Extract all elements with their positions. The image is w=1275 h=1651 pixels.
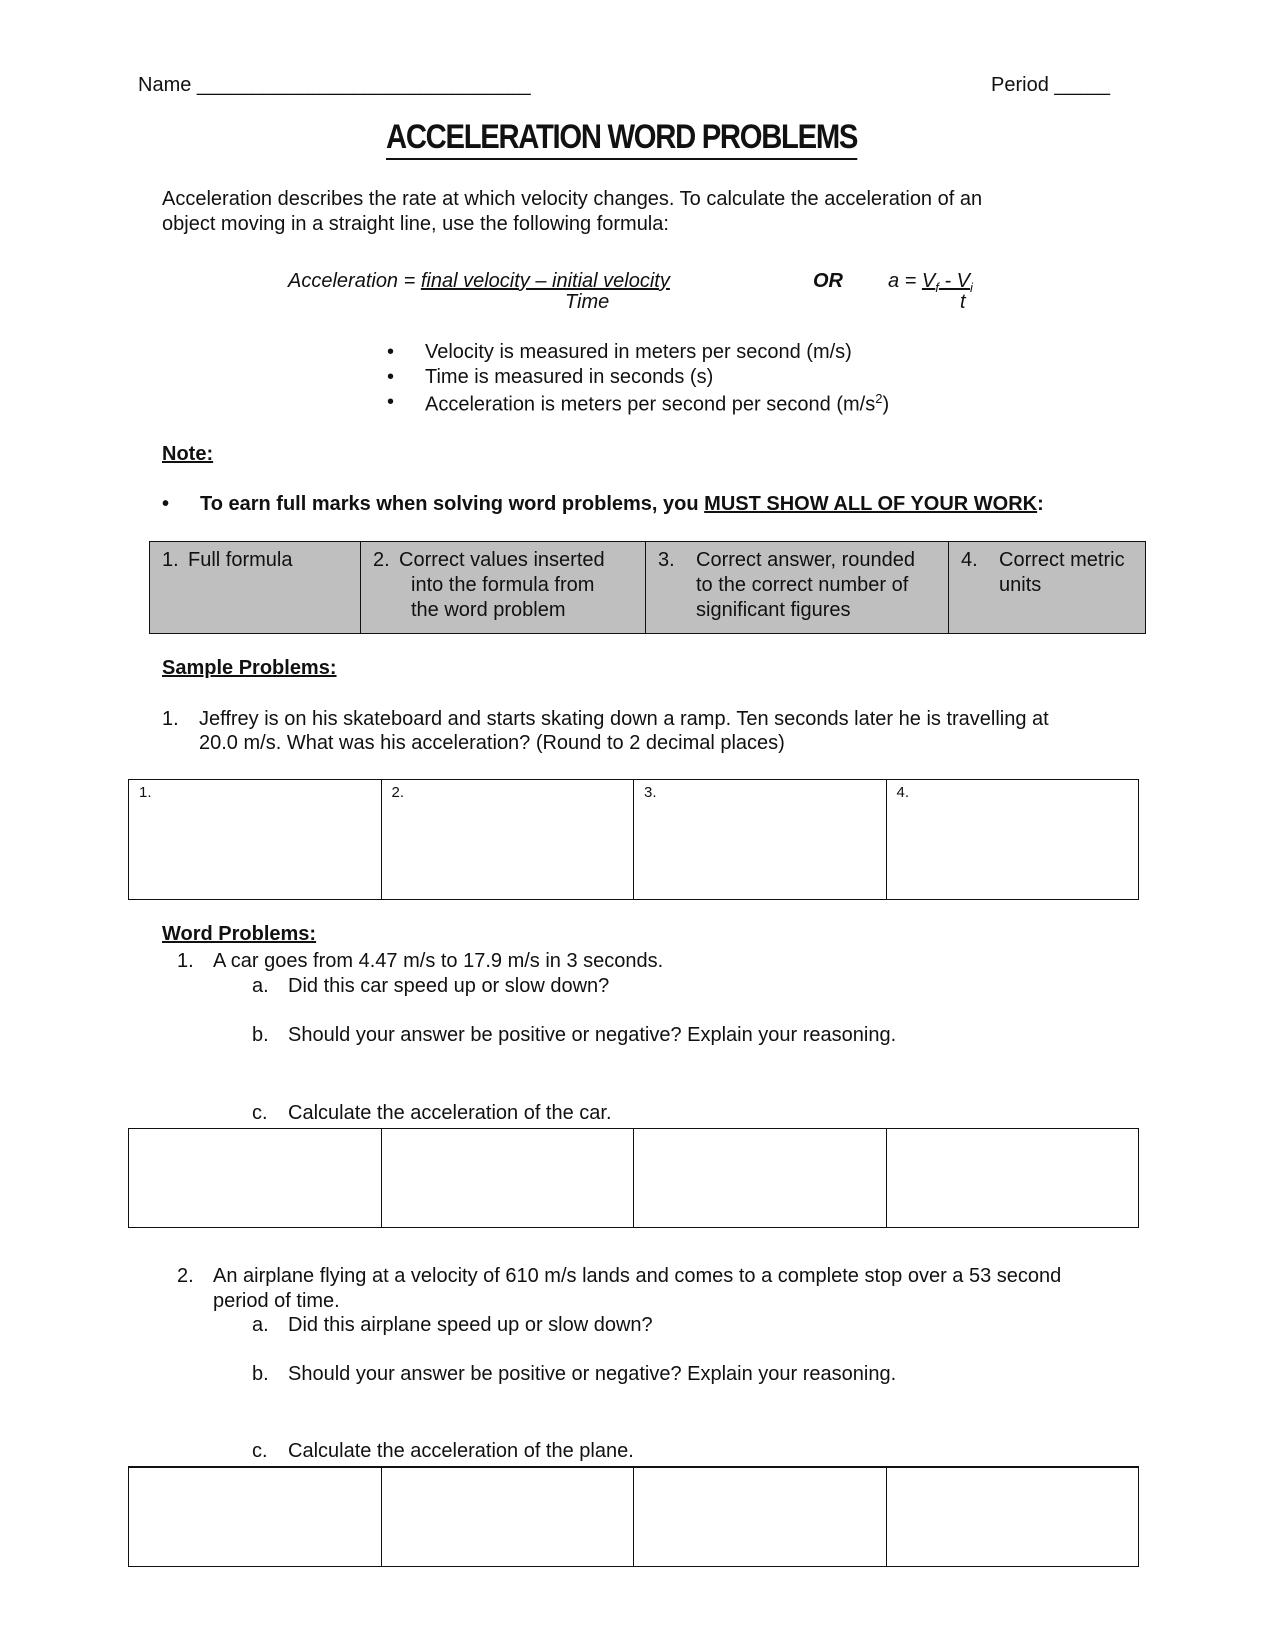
problem-2-number: 2. (177, 1265, 194, 1287)
problem-2b-text: Should your answer be positive or negative? Explain your reasoning. (288, 1363, 897, 1385)
formula-short-numerator (921, 270, 973, 295)
requirement-text: the word problem (411, 599, 566, 621)
requirement-number: 3. (658, 549, 675, 571)
requirement-text: Correct values inserted (399, 549, 605, 571)
problem-2-text-2: period of time. (213, 1290, 340, 1312)
answer-box[interactable] (634, 1467, 887, 1567)
note-label: Note: (162, 443, 214, 465)
sample-answer-table (128, 779, 1139, 900)
requirement-cell (949, 542, 1146, 634)
formula-short-lhs: a = (888, 270, 922, 292)
vi-subscript: i (970, 280, 973, 295)
answer-box[interactable] (886, 1129, 1139, 1228)
requirement-cell (150, 542, 361, 634)
note-instruction (200, 493, 1044, 516)
unit-bullet-time: • Time is measured in seconds (s) (425, 366, 713, 389)
formula-lhs: Acceleration = (288, 270, 421, 292)
answer-box[interactable] (634, 1129, 887, 1228)
requirement-cell (361, 542, 646, 634)
requirement-number: 1. (162, 549, 179, 571)
name-label: Name (138, 74, 192, 96)
problem-2-text-1: An airplane flying at a velocity of 610 m/s lands and comes to a complete stop over a 53 second (213, 1265, 1062, 1287)
formula-numerator: final velocity – initial velocity (420, 270, 670, 292)
requirement-cell (646, 542, 949, 634)
note-text-start: To earn full marks when solving word problems, you (200, 493, 705, 515)
answer-box-number: 2. (391, 784, 405, 801)
answer-box[interactable] (886, 1467, 1139, 1567)
period-blank: _____ (1054, 74, 1110, 96)
unit-bullet-velocity: • Velocity is measured in meters per second (m/s) (425, 341, 852, 364)
note-text-end: : (1037, 493, 1044, 515)
requirement-text: Correct metric (999, 549, 1125, 571)
answer-box-number: 1. (139, 784, 152, 801)
answer-box[interactable] (129, 1129, 382, 1228)
problem-1-answer-table (128, 1128, 1139, 1228)
answer-box[interactable] (381, 780, 634, 900)
requirement-text: to the correct number of (696, 574, 909, 596)
problem-2c-label: c. (252, 1440, 268, 1462)
problem-1-text: A car goes from 4.47 m/s to 17.9 m/s in 3 seconds. (213, 950, 664, 972)
name-field[interactable] (138, 74, 531, 97)
answer-box[interactable] (381, 1467, 634, 1567)
unit-acceleration-text: Acceleration is meters per second per second (m/s (425, 393, 876, 416)
answer-box[interactable] (634, 780, 887, 900)
sample-question-number: 1. (162, 708, 179, 730)
unit-bullet-acceleration (425, 391, 889, 417)
sample-question-line-1: Jeffrey is on his skateboard and starts skating down a ramp. Ten seconds later he is travelling at (199, 708, 1049, 730)
requirements-table (149, 541, 1146, 634)
formula-short-denominator: t (960, 291, 966, 313)
name-blank: ______________________________ (196, 74, 531, 96)
formula-or: OR (813, 270, 843, 292)
vf-symbol: V (921, 270, 936, 292)
answer-box[interactable] (886, 780, 1139, 900)
answer-box[interactable] (129, 780, 382, 900)
problem-1a-text: Did this car speed up or slow down? (288, 975, 610, 997)
vi-symbol: - V (938, 270, 971, 292)
requirement-number: 2. (373, 549, 390, 571)
unit-close-paren: ) (882, 393, 890, 416)
note-text-emphasis: MUST SHOW ALL OF YOUR WORK (704, 493, 1038, 515)
word-problems-heading: Word Problems: (162, 923, 317, 945)
answer-box[interactable] (381, 1129, 634, 1228)
problem-2-answer-table (128, 1466, 1139, 1567)
sample-question-line-2: 20.0 m/s. What was his acceleration? (Round to 2 decimal places) (199, 732, 785, 754)
problem-1b-label: b. (252, 1024, 269, 1046)
problem-1-number: 1. (177, 950, 194, 972)
answer-box[interactable] (129, 1467, 382, 1567)
problem-2a-text: Did this airplane speed up or slow down? (288, 1314, 653, 1336)
period-label: Period (991, 74, 1049, 96)
requirement-text: significant figures (696, 599, 851, 621)
unit-exponent: 2 (875, 391, 883, 406)
vf-subscript: f (935, 280, 939, 295)
formula-denominator: Time (565, 291, 610, 313)
requirement-number: 4. (961, 549, 978, 571)
answer-box-number: 4. (896, 784, 910, 801)
period-field[interactable] (991, 74, 1110, 97)
requirement-text: units (999, 574, 1042, 596)
requirement-text: Correct answer, rounded (696, 549, 916, 571)
page-title: ACCELERATION WORD PROBLEMS (386, 118, 857, 160)
problem-1c-label: c. (252, 1102, 268, 1124)
problem-1b-text: Should your answer be positive or negative? Explain your reasoning. (288, 1024, 897, 1046)
problem-2b-label: b. (252, 1363, 269, 1385)
answer-box-number: 3. (644, 784, 657, 801)
intro-line-1: Acceleration describes the rate at which velocity changes. To calculate the acceleration of an (162, 188, 983, 210)
problem-2a-label: a. (252, 1314, 269, 1336)
formula-long (288, 270, 670, 293)
problem-1c-text: Calculate the acceleration of the car. (288, 1102, 612, 1124)
problem-1a-label: a. (252, 975, 269, 997)
intro-line-2: object moving in a straight line, use the following formula: (162, 213, 669, 235)
requirement-text: into the formula from (411, 574, 595, 596)
requirement-text: Full formula (188, 549, 293, 571)
problem-2c-text: Calculate the acceleration of the plane. (288, 1440, 634, 1462)
sample-problems-heading: Sample Problems: (162, 657, 337, 679)
